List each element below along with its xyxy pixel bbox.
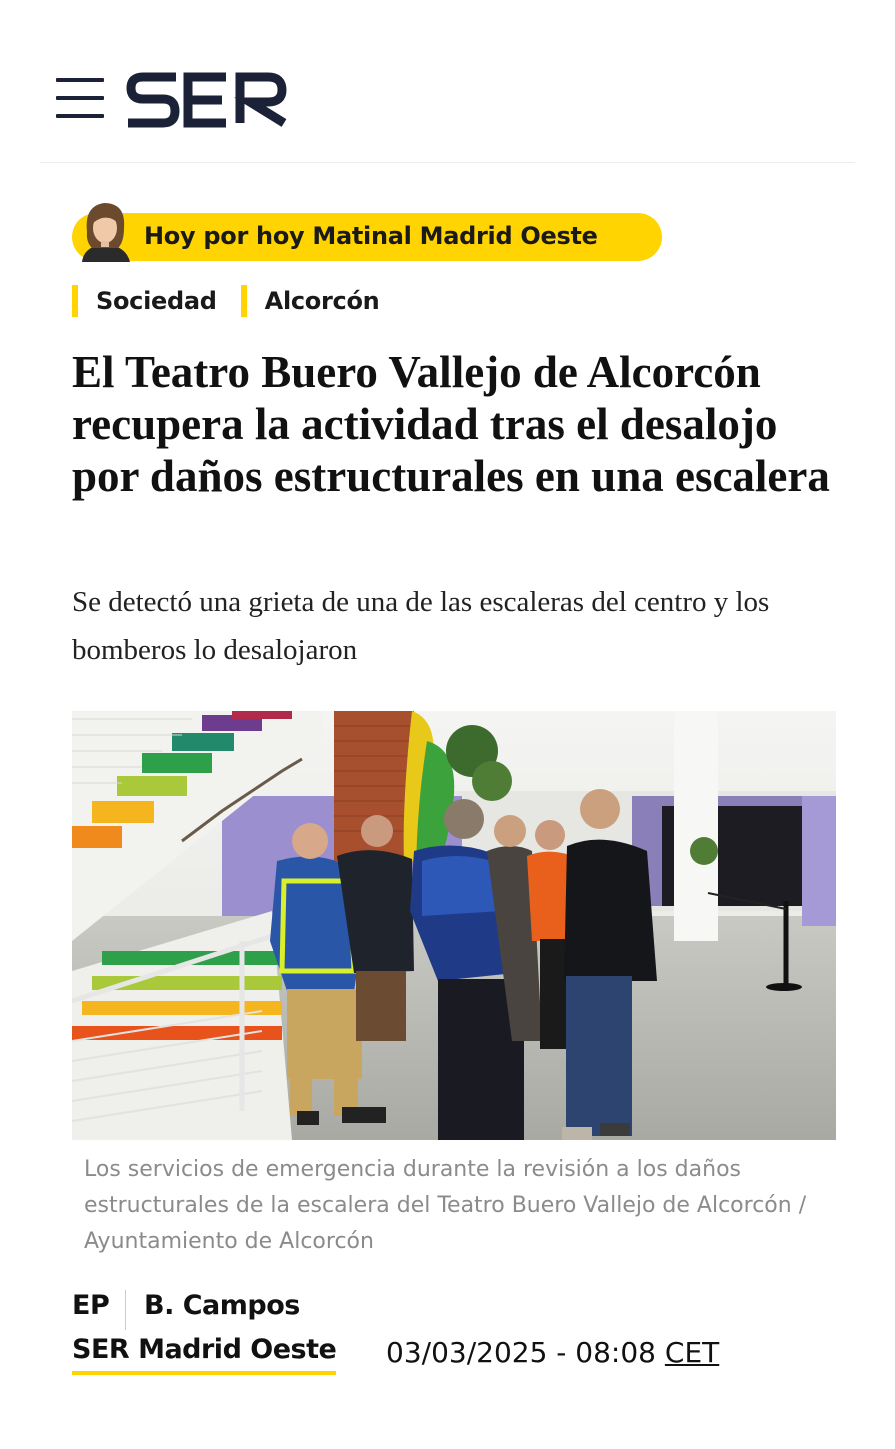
publish-date [386, 1336, 719, 1369]
agency-label: EP [72, 1290, 110, 1321]
tag-label: Sociedad [96, 287, 217, 315]
article-photo[interactable] [72, 711, 836, 1140]
presenter-avatar [74, 198, 136, 262]
publish-date-value: 03/03/2025 - 08:08 [386, 1336, 656, 1369]
header-divider [40, 162, 855, 163]
section-tags [72, 284, 403, 318]
hamburger-menu-icon[interactable] [56, 78, 104, 120]
photo-illustration [72, 711, 836, 1140]
article-subheadline: Se detectó una grieta de una de las escaleras del centro y los bomberos lo desalojaron [72, 586, 770, 666]
tag-sociedad[interactable] [72, 285, 217, 317]
byline-divider [125, 1290, 126, 1330]
photo-caption: Los servicios de emergencia durante la revisión a los daños estructurales de la escalera del Teatro Buero Vallejo de Alcorcón / Ayuntamiento de Alcorcón [84, 1157, 807, 1254]
program-label: Hoy por hoy Matinal Madrid Oeste [144, 222, 598, 250]
article-headline: El Teatro Buero Vallejo de Alcorcón recupera la actividad tras el desalojo por daños estructurales en una escalera [72, 347, 830, 501]
station-link[interactable]: SER Madrid Oeste [72, 1334, 336, 1375]
tag-alcorcon[interactable] [241, 285, 380, 317]
ser-logo[interactable] [126, 72, 290, 128]
tag-label: Alcorcón [264, 287, 380, 315]
timezone-abbr[interactable]: CET [664, 1336, 720, 1369]
tag-accent-bar [72, 285, 78, 317]
author-link[interactable]: B. Campos [144, 1290, 300, 1321]
tag-accent-bar [241, 285, 247, 317]
site-header [0, 0, 895, 164]
byline [72, 1288, 872, 1388]
